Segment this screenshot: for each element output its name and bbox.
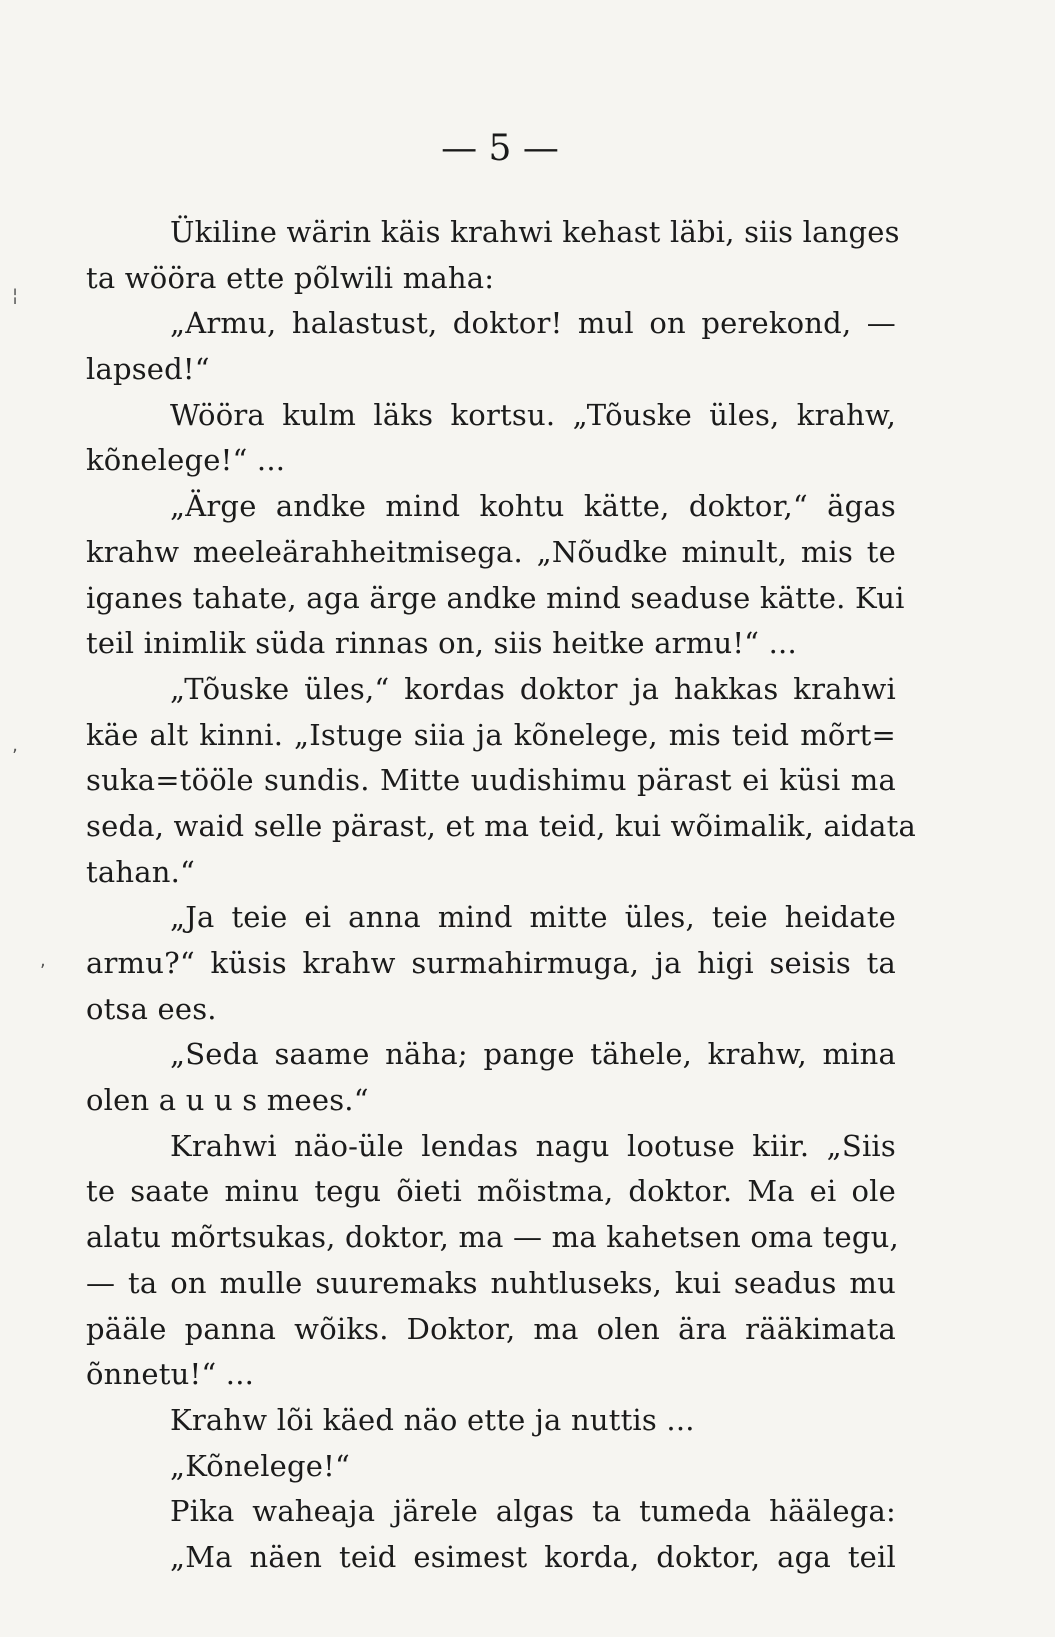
text-line: Pika waheaja järele algas ta tumeda häälega: xyxy=(170,1494,896,1529)
text-line: seda, waid selle pärast, et ma teid, kui wõimalik, aidata xyxy=(86,808,916,843)
text-line: otsa ees. xyxy=(86,991,217,1026)
text-line: krahw meeleärahheitmisega. „Nõudke minult, mis te xyxy=(86,534,896,569)
text-line: — ta on mulle suuremaks nuhtluseks, kui seadus mu xyxy=(86,1265,896,1300)
text-line: „Ja teie ei anna mind mitte üles, teie heidate xyxy=(170,900,896,935)
text-line: olen a u u s mees.“ xyxy=(86,1083,369,1118)
text-line: pääle panna wõiks. Doktor, ma olen ära rääkimata xyxy=(86,1311,896,1346)
text-line: „Kõnelege!“ xyxy=(170,1448,351,1483)
text-line: käe alt kinni. „Istuge siia ja kõnelege, mis teid mõrt= xyxy=(86,717,896,752)
text-line: „Armu, halastust, doktor! mul on perekond, — xyxy=(170,306,896,341)
text-line: Krahwi näo-üle lendas nagu lootuse kiir. „Siis xyxy=(170,1128,896,1163)
text-line: suka=tööle sundis. Mitte uudishimu pärast ei küsi ma xyxy=(86,763,896,798)
margin-speck: ‚ xyxy=(12,735,18,756)
page-number: — 5 — xyxy=(441,128,559,169)
margin-speck: ¦ xyxy=(12,285,19,306)
text-line: „Ärge andke mind kohtu kätte, doktor,“ ägas xyxy=(170,489,896,524)
body-text xyxy=(86,210,916,1581)
text-line: kõnelege!“ ... xyxy=(86,443,286,478)
text-line: Ükiline wärin käis krahwi kehast läbi, siis langes xyxy=(170,215,900,249)
text-line: iganes tahate, aga ärge andke mind seaduse kätte. Kui xyxy=(86,580,905,615)
text-line: alatu mõrtsukas, doktor, ma — ma kahetsen oma tegu, xyxy=(86,1220,899,1255)
text-line: „Tõuske üles,“ kordas doktor ja hakkas krahwi xyxy=(170,671,896,706)
text-line: tahan.“ xyxy=(86,854,196,889)
text-line: teil inimlik süda rinnas on, siis heitke armu!“ ... xyxy=(86,626,797,661)
text-line: Krahw lõi käed näo ette ja nuttis ... xyxy=(170,1402,695,1437)
text-line: lapsed!“ xyxy=(86,352,210,387)
text-line: õnnetu!“ ... xyxy=(86,1357,255,1392)
text-line: „Ma näen teid esimest korda, doktor, aga teil xyxy=(170,1539,896,1574)
text-line: Wööra kulm läks kortsu. „Tõuske üles, krahw, xyxy=(170,397,896,432)
text-line: te saate minu tegu õieti mõistma, doktor. Ma ei ole xyxy=(86,1174,896,1209)
margin-speck: , xyxy=(40,950,46,971)
text-line: armu?“ küsis krahw surmahirmuga, ja higi seisis ta xyxy=(86,946,896,980)
text-line: „Seda saame näha; pange tähele, krahw, mina xyxy=(170,1037,896,1072)
text-line: ta wööra ette põlwili maha: xyxy=(86,260,495,295)
